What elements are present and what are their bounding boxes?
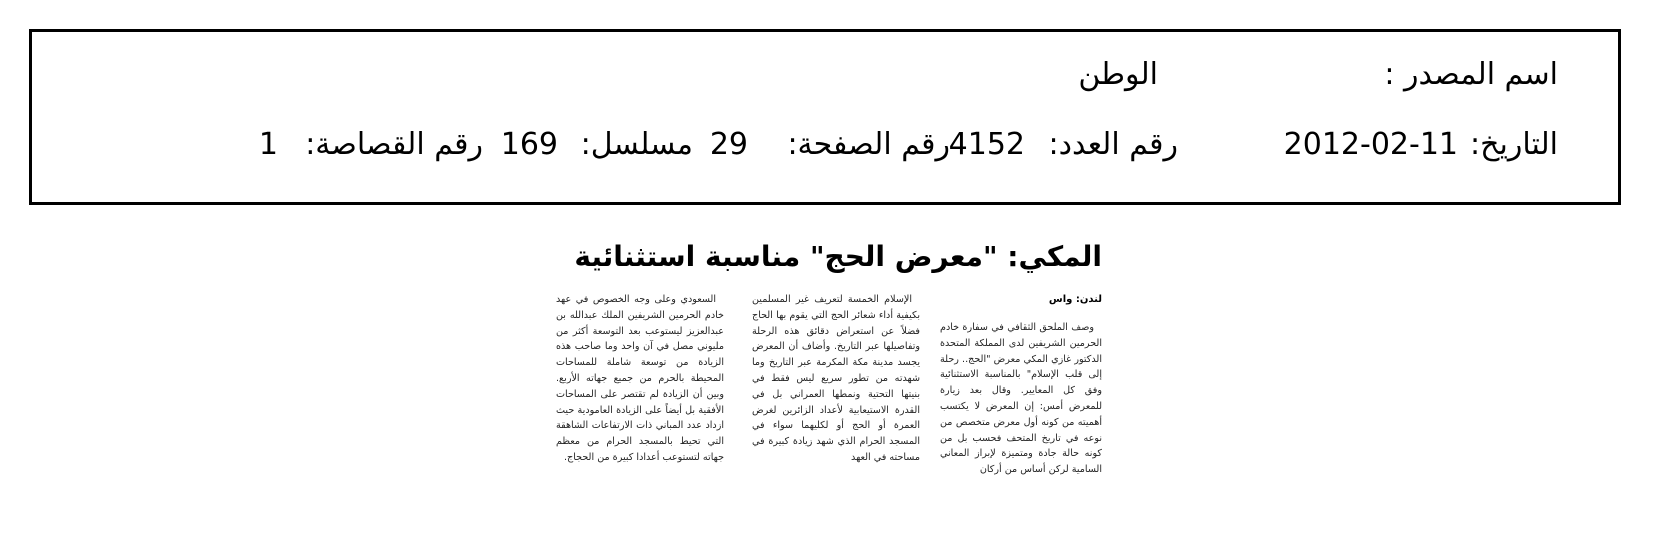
- page-label: رقم الصفحة:: [787, 127, 950, 162]
- article-column-middle: [752, 292, 920, 466]
- issue-value: 4152: [948, 127, 1025, 162]
- article-column-right: [940, 320, 1102, 478]
- newspaper-clipping: [550, 232, 1102, 532]
- article-paragraph: السعودي وعلى وجه الخصوص في عهد خادم الحرمين الشريفين الملك عبدالله بن عبدالعزيز ليستوعب بعد التوسعة أكثر من مليوني مصل في آن واحد وما صاحب هذه الزيادة من توسعة شاملة للمساحات المحيطة بالحرم من جميع جهاته الأربع. وبين أن الزيادة لم تقتصر على المساحات الأفقية بل أيضاً على الزيادة العامودية حيث ازداد عدد المباني ذات الارتفاعات الشاهقة التي تحيط بالمسجد الحرام من معظم جهاته لتستوعب أعدادا كبيرة من الحجاج.: [556, 294, 724, 463]
- article-headline: المكي: "معرض الحج" مناسبة استثنائية: [574, 240, 1102, 273]
- issue-label: رقم العدد:: [1048, 127, 1178, 162]
- serial-label: مسلسل:: [580, 127, 693, 162]
- source-value: الوطن: [1078, 57, 1158, 92]
- date-value: 2012-02-11: [1283, 127, 1458, 162]
- clip-number-value: 1: [258, 127, 278, 162]
- clip-number-label: رقم القصاصة:: [305, 127, 483, 162]
- date-label: التاريخ:: [1470, 127, 1558, 162]
- article-paragraph: الإسلام الخمسة لتعريف غير المسلمين بكيفية أداء شعائر الحج التي يقوم بها الحاج فضلاً عن استعراض دقائق هذه الرحلة وتفاصيلها عبر التاريخ. وأضاف أن المعرض يجسد مدينة مكة المكرمة عبر التاريخ وما شهدته من تطور سريع ليس فقط في بنيتها التحتية ونمطها العمراني بل في القدرة الاستيعابية لأعداد الزائرين لغرض العمرة أو الحج أو لكليهما سواء في المسجد الحرام الذي شهد زيادة كبيرة في مساحته في العهد: [752, 294, 920, 463]
- article-paragraph: وصف الملحق الثقافي في سفارة خادم الحرمين الشريفين لدى المملكة المتحدة الدكتور غازي المكي معرض "الحج.. رحلة إلى قلب الإسلام" بالمناسبة الاستثنائية وفق كل المعايير. وقال بعد زيارة للمعرض أمس: إن المعرض لا يكتسب أهميته من كونه أول معرض متخصص من نوعه في تاريخ المتحف فحسب بل من كونه حالة جادة ومتميزة لإبراز المعاني السامية لركن أساس من أركان: [940, 322, 1102, 476]
- article-byline: لندن: واس: [1048, 294, 1102, 305]
- article-column-left: [556, 292, 724, 466]
- source-label: اسم المصدر :: [1384, 57, 1558, 92]
- serial-value: 169: [500, 127, 558, 162]
- clipping-metadata-box: [29, 29, 1621, 205]
- page-value: 29: [709, 127, 748, 162]
